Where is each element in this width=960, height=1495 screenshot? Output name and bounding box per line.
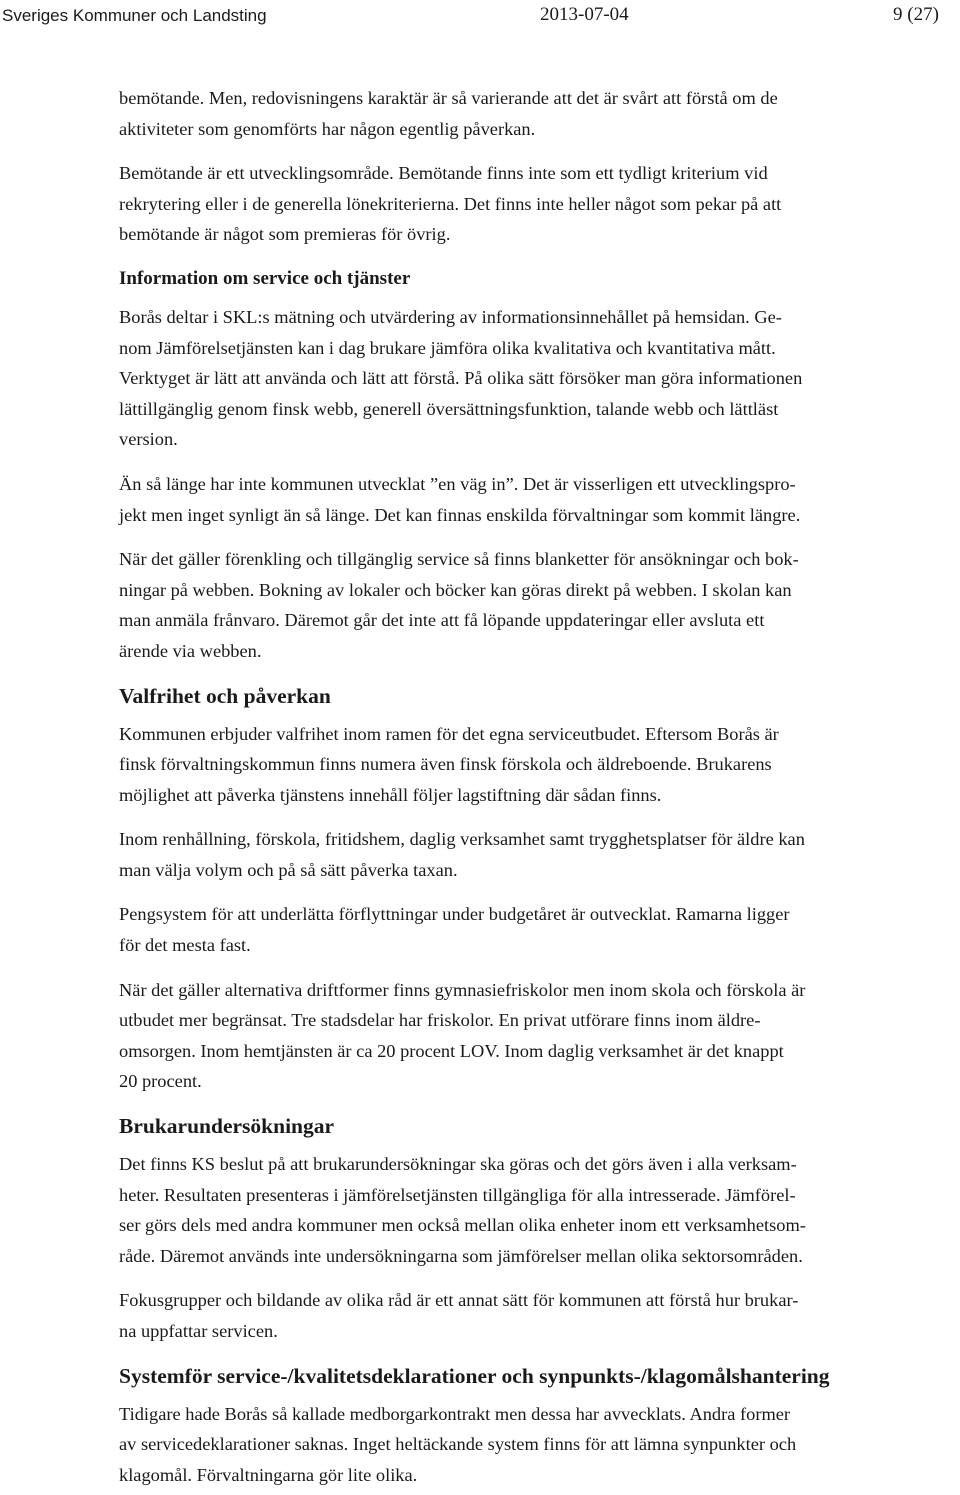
text-line: rekrytering eller i de generella lönekriterierna. Det finns inte heller något som pekar på att — [119, 193, 782, 214]
header-page-number: 9 (27) — [893, 4, 939, 25]
text-line: ärende via webben. — [119, 640, 262, 661]
text-line: jekt men inget synligt än så länge. Det kan finnas enskilda förvaltningar som kommit längre. — [119, 504, 801, 525]
text-line: Bemötande är ett utvecklingsområde. Bemötande finns inte som ett tydligt kriterium vid — [119, 163, 768, 184]
text-line: Inom renhållning, förskola, fritidshem, daglig verksamhet samt trygghetsplatser för äldre kan — [119, 829, 805, 850]
text-line: heter. Resultaten presenteras i jämförelsetjänsten tillgängliga för alla intresserade. Jämförel- — [119, 1184, 796, 1205]
section-heading-information: Information om service och tjänster — [119, 267, 411, 289]
text-line: för det mesta fast. — [119, 935, 251, 956]
text-line: omsorgen. Inom hemtjänsten är ca 20 procent LOV. Inom daglig verksamhet är det knappt — [119, 1040, 784, 1061]
document-body — [119, 83, 949, 1490]
text-line: finsk förvaltningskommun finns numera även finsk förskola och äldreboende. Brukarens — [119, 754, 772, 775]
text-line: Verktyget är lätt att använda och lätt att förstå. På olika sätt försöker man göra informationen — [119, 368, 803, 389]
paragraph — [119, 975, 949, 1097]
text-line: man anmäla frånvaro. Däremot går det inte att få löpande uppdateringar eller avsluta ett — [119, 610, 765, 631]
text-line: Kommunen erbjuder valfrihet inom ramen för det egna serviceutbudet. Eftersom Borås är — [119, 723, 779, 744]
text-line: utbudet mer begränsat. Tre stadsdelar har friskolor. En privat utförare finns inom äldre- — [119, 1010, 761, 1031]
section-heading-valfrihet: Valfrihet och påverkan — [119, 683, 331, 708]
paragraph — [119, 824, 949, 885]
paragraph — [119, 302, 949, 455]
text-line: råde. Däremot används inte undersökningarna som jämförelser mellan olika sektorsområden. — [119, 1245, 803, 1266]
text-line: Pengsystem för att underlätta förflyttningar under budgetåret är outvecklat. Ramarna ligger — [119, 904, 790, 925]
header-date: 2013-07-04 — [540, 4, 629, 25]
text-line: Borås deltar i SKL:s mätning och utvärdering av informationsinnehållet på hemsidan. Ge- — [119, 306, 782, 327]
text-line: 20 procent. — [119, 1071, 202, 1092]
text-line: När det gäller förenkling och tillgänglig service så finns blanketter för ansökningar och bok- — [119, 549, 799, 570]
paragraph — [119, 1399, 949, 1491]
text-line: möjlighet att påverka tjänstens innehåll följer lagstiftning där sådan finns. — [119, 784, 662, 805]
text-line: bemötande. Men, redovisningens karaktär är så varierande att det är svårt att förstå om de — [119, 88, 778, 108]
paragraph — [119, 899, 949, 960]
page-header — [0, 0, 960, 30]
text-line: man välja volym och på så sätt påverka taxan. — [119, 859, 458, 880]
text-line: ser görs dels med andra kommuner men också mellan olika enheter inom ett verksamhetsom- — [119, 1215, 806, 1236]
header-organization: Sveriges Kommuner och Landsting — [2, 6, 267, 25]
text-line: aktiviteter som genomförts har någon egentlig påverkan. — [119, 118, 536, 139]
section-heading-brukarundersokningar: Brukarundersökningar — [119, 1114, 335, 1139]
paragraph — [119, 469, 949, 530]
paragraph — [119, 544, 949, 666]
section-heading-system: Systemför service-/kvalitetsdeklarationer och synpunkts-/klagomålshantering — [119, 1363, 830, 1388]
text-line: ningar på webben. Bokning av lokaler och böcker kan göras direkt på webben. I skolan kan — [119, 579, 792, 600]
text-line: version. — [119, 429, 178, 450]
paragraph — [119, 719, 949, 811]
text-line: När det gäller alternativa driftformer finns gymnasiefriskolor men inom skola och förskola är — [119, 979, 806, 1000]
text-line: lättillgänglig genom finsk webb, generell översättningsfunktion, talande webb och lättläst — [119, 398, 779, 419]
text-line: nom Jämförelsetjänsten kan i dag brukare jämföra olika kvalitativa och kvantitativa mått. — [119, 337, 776, 358]
text-line: Fokusgrupper och bildande av olika råd är ett annat sätt för kommunen att förstå hur brukar- — [119, 1290, 799, 1311]
paragraph — [119, 158, 949, 250]
text-line: bemötande är något som premieras för övrig. — [119, 224, 451, 245]
text-line: na uppfattar servicen. — [119, 1321, 278, 1341]
paragraph — [119, 1285, 949, 1346]
text-line: av servicedeklarationer saknas. Inget heltäckande system finns för att lämna synpunkter och — [119, 1434, 797, 1455]
paragraph — [119, 1149, 949, 1271]
text-line: Det finns KS beslut på att brukarundersökningar ska göras och det görs även i alla verksam- — [119, 1154, 797, 1175]
text-line: Än så länge har inte kommunen utvecklat ”en väg in”. Det är visserligen ett utvecklingspro- — [119, 473, 796, 494]
paragraph — [119, 83, 949, 144]
text-line: klagomål. Förvaltningarna gör lite olika. — [119, 1464, 418, 1485]
text-line: Tidigare hade Borås så kallade medborgarkontrakt men dessa har avvecklats. Andra former — [119, 1403, 791, 1424]
